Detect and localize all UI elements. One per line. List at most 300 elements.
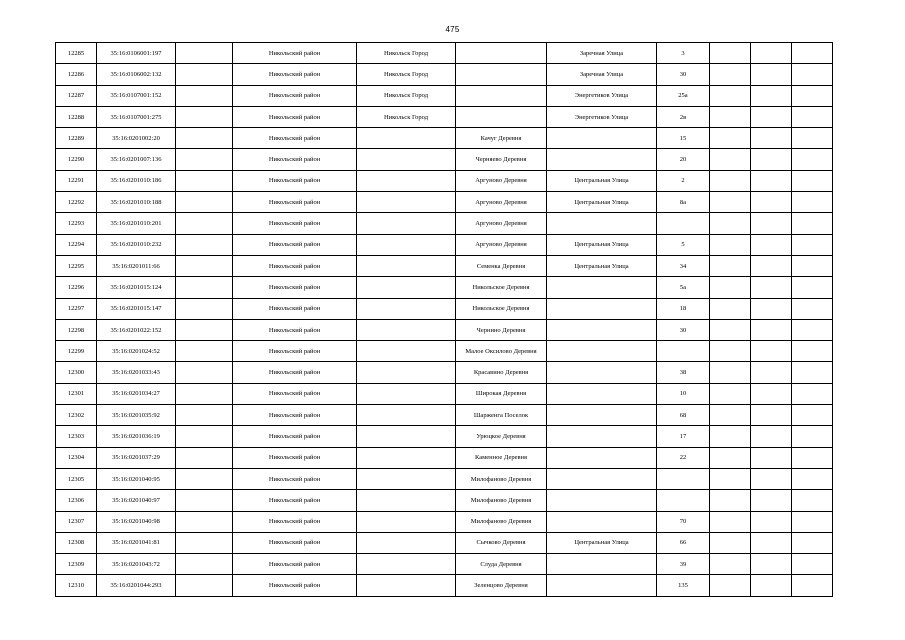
table-row [56,213,833,234]
city-cell: Никольск Город [357,64,456,85]
district-cell: Никольский район [233,64,357,85]
extra-cell [792,43,833,64]
city-cell [357,277,456,298]
extra-cell [751,405,792,426]
row-number-cell: 12309 [56,554,97,575]
table-body [56,43,833,597]
extra-cell [751,511,792,532]
extra-cell [710,43,751,64]
extra-cell [792,490,833,511]
extra-cell [751,149,792,170]
district-cell: Никольский район [233,213,357,234]
house-number-cell: 30 [657,64,710,85]
street-cell [547,426,657,447]
city-cell [357,341,456,362]
cadastral-number-cell: 35:16:0201037:29 [97,447,176,468]
district-cell: Никольский район [233,43,357,64]
extra-cell [792,554,833,575]
extra-cell [792,341,833,362]
district-cell: Никольский район [233,490,357,511]
cadastral-number-cell: 35:16:0107001:275 [97,106,176,127]
table-row [56,298,833,319]
street-cell [547,575,657,596]
city-cell [357,128,456,149]
street-cell [547,405,657,426]
street-cell [547,468,657,489]
settlement-cell: Шарженга Поселок [456,405,547,426]
extra-cell [792,234,833,255]
street-cell: Центральная Улица [547,192,657,213]
row-number-cell: 12308 [56,532,97,553]
cadastral-number-cell: 35:16:0201040:97 [97,490,176,511]
house-number-cell: 8а [657,192,710,213]
cadastral-number-cell: 35:16:0201024:52 [97,341,176,362]
row-number-cell: 12307 [56,511,97,532]
row-number-cell: 12301 [56,383,97,404]
cadastral-number-cell: 35:16:0106002:132 [97,64,176,85]
row-number-cell: 12290 [56,149,97,170]
extra-cell [710,405,751,426]
street-cell [547,341,657,362]
house-number-cell: 3 [657,43,710,64]
row-number-cell: 12295 [56,255,97,276]
cadastral-number-cell: 35:16:0201010:201 [97,213,176,234]
extra-cell [710,426,751,447]
extra-cell [792,511,833,532]
extra-cell [792,170,833,191]
cadastral-number-cell: 35:16:0201040:95 [97,468,176,489]
extra-cell [751,85,792,106]
extra-cell [751,468,792,489]
extra-cell [792,468,833,489]
blank-cell [176,575,233,596]
cadastral-number-cell: 35:16:0201034:27 [97,383,176,404]
settlement-cell [456,64,547,85]
settlement-cell [456,85,547,106]
extra-cell [751,362,792,383]
settlement-cell [456,43,547,64]
house-number-cell: 15 [657,128,710,149]
house-number-cell: 5 [657,234,710,255]
extra-cell [751,319,792,340]
registry-table [55,42,833,597]
settlement-cell: Никольское Деревня [456,298,547,319]
extra-cell [710,128,751,149]
extra-cell [710,447,751,468]
row-number-cell: 12297 [56,298,97,319]
cadastral-number-cell: 35:16:0106001:197 [97,43,176,64]
house-number-cell: 10 [657,383,710,404]
row-number-cell: 12305 [56,468,97,489]
cadastral-number-cell: 35:16:0201035:92 [97,405,176,426]
table-row [56,85,833,106]
extra-cell [792,426,833,447]
blank-cell [176,234,233,255]
extra-cell [710,170,751,191]
extra-cell [792,64,833,85]
street-cell: Энергетиков Улица [547,106,657,127]
table-row [56,106,833,127]
table-row [56,405,833,426]
settlement-cell: Никольское Деревня [456,277,547,298]
city-cell [357,149,456,170]
extra-cell [751,277,792,298]
city-cell [357,447,456,468]
house-number-cell: 68 [657,405,710,426]
row-number-cell: 12300 [56,362,97,383]
extra-cell [792,277,833,298]
cadastral-number-cell: 35:16:0201036:19 [97,426,176,447]
district-cell: Никольский район [233,170,357,191]
district-cell: Никольский район [233,426,357,447]
extra-cell [710,234,751,255]
street-cell [547,319,657,340]
row-number-cell: 12294 [56,234,97,255]
city-cell [357,362,456,383]
settlement-cell: Красавино Деревня [456,362,547,383]
table-row [56,575,833,596]
extra-cell [792,383,833,404]
house-number-cell: 22 [657,447,710,468]
extra-cell [792,213,833,234]
row-number-cell: 12310 [56,575,97,596]
extra-cell [792,532,833,553]
table-row [56,362,833,383]
row-number-cell: 12304 [56,447,97,468]
settlement-cell: Слуда Деревня [456,554,547,575]
blank-cell [176,468,233,489]
blank-cell [176,277,233,298]
city-cell [357,468,456,489]
table-row [56,149,833,170]
street-cell [547,362,657,383]
extra-cell [710,490,751,511]
blank-cell [176,255,233,276]
cadastral-number-cell: 35:16:0201010:186 [97,170,176,191]
city-cell [357,426,456,447]
district-cell: Никольский район [233,149,357,170]
extra-cell [710,255,751,276]
street-cell [547,277,657,298]
cadastral-number-cell: 35:16:0201015:147 [97,298,176,319]
city-cell: Никольск Город [357,106,456,127]
district-cell: Никольский район [233,554,357,575]
city-cell [357,170,456,191]
cadastral-number-cell: 35:16:0201011:66 [97,255,176,276]
row-number-cell: 12285 [56,43,97,64]
house-number-cell: 20 [657,149,710,170]
table-row [56,468,833,489]
city-cell [357,383,456,404]
cadastral-number-cell: 35:16:0201044:293 [97,575,176,596]
extra-cell [751,43,792,64]
row-number-cell: 12302 [56,405,97,426]
district-cell: Никольский район [233,447,357,468]
extra-cell [751,426,792,447]
street-cell: Центральная Улица [547,234,657,255]
settlement-cell: Аргуново Деревня [456,192,547,213]
table-row [56,341,833,362]
extra-cell [710,85,751,106]
settlement-cell: Каменное Деревня [456,447,547,468]
district-cell: Никольский район [233,85,357,106]
district-cell: Никольский район [233,511,357,532]
street-cell [547,447,657,468]
district-cell: Никольский район [233,405,357,426]
city-cell [357,405,456,426]
cadastral-number-cell: 35:16:0201022:152 [97,319,176,340]
extra-cell [792,362,833,383]
blank-cell [176,213,233,234]
table-row [56,490,833,511]
table-row [56,255,833,276]
street-cell: Заречная Улица [547,64,657,85]
table-row [56,511,833,532]
table-row [56,383,833,404]
district-cell: Никольский район [233,255,357,276]
street-cell: Заречная Улица [547,43,657,64]
house-number-cell: 25а [657,85,710,106]
street-cell [547,149,657,170]
cadastral-number-cell: 35:16:0201041:81 [97,532,176,553]
street-cell [547,511,657,532]
house-number-cell: 39 [657,554,710,575]
blank-cell [176,511,233,532]
extra-cell [751,128,792,149]
row-number-cell: 12289 [56,128,97,149]
extra-cell [710,362,751,383]
extra-cell [710,106,751,127]
cadastral-number-cell: 35:16:0201040:98 [97,511,176,532]
extra-cell [751,383,792,404]
street-cell [547,554,657,575]
extra-cell [792,149,833,170]
house-number-cell: 18 [657,298,710,319]
district-cell: Никольский район [233,319,357,340]
settlement-cell: Милофаново Деревня [456,468,547,489]
cadastral-number-cell: 35:16:0201015:124 [97,277,176,298]
street-cell [547,383,657,404]
house-number-cell [657,468,710,489]
extra-cell [710,511,751,532]
city-cell [357,255,456,276]
extra-cell [710,277,751,298]
house-number-cell: 2 [657,170,710,191]
extra-cell [751,341,792,362]
district-cell: Никольский район [233,341,357,362]
extra-cell [710,319,751,340]
blank-cell [176,170,233,191]
city-cell: Никольск Город [357,43,456,64]
district-cell: Никольский район [233,128,357,149]
blank-cell [176,85,233,106]
row-number-cell: 12286 [56,64,97,85]
settlement-cell: Аргуново Деревня [456,170,547,191]
extra-cell [792,405,833,426]
cadastral-number-cell: 35:16:0107001:152 [97,85,176,106]
blank-cell [176,405,233,426]
house-number-cell [657,341,710,362]
blank-cell [176,128,233,149]
district-cell: Никольский район [233,468,357,489]
blank-cell [176,447,233,468]
settlement-cell: Семенка Деревня [456,255,547,276]
table-row [56,554,833,575]
settlement-cell: Малое Оксилово Деревня [456,341,547,362]
city-cell [357,575,456,596]
blank-cell [176,149,233,170]
cadastral-number-cell: 35:16:0201010:232 [97,234,176,255]
district-cell: Никольский район [233,532,357,553]
extra-cell [792,192,833,213]
table-row [56,447,833,468]
house-number-cell: 30 [657,319,710,340]
row-number-cell: 12292 [56,192,97,213]
settlement-cell: Сычково Деревня [456,532,547,553]
extra-cell [751,213,792,234]
street-cell: Энергетиков Улица [547,85,657,106]
extra-cell [792,298,833,319]
extra-cell [792,85,833,106]
row-number-cell: 12287 [56,85,97,106]
row-number-cell: 12298 [56,319,97,340]
row-number-cell: 12299 [56,341,97,362]
table-row [56,170,833,191]
house-number-cell: 5а [657,277,710,298]
district-cell: Никольский район [233,277,357,298]
row-number-cell: 12296 [56,277,97,298]
extra-cell [751,64,792,85]
blank-cell [176,192,233,213]
extra-cell [710,149,751,170]
row-number-cell: 12291 [56,170,97,191]
row-number-cell: 12288 [56,106,97,127]
street-cell [547,298,657,319]
settlement-cell [456,106,547,127]
settlement-cell: Милофаново Деревня [456,511,547,532]
house-number-cell: 38 [657,362,710,383]
district-cell: Никольский район [233,298,357,319]
settlement-cell: Урюцкое Деревня [456,426,547,447]
extra-cell [792,447,833,468]
extra-cell [710,341,751,362]
settlement-cell: Качуг Деревня [456,128,547,149]
cadastral-number-cell: 35:16:0201002:20 [97,128,176,149]
district-cell: Никольский район [233,106,357,127]
table-row [56,319,833,340]
blank-cell [176,383,233,404]
street-cell: Центральная Улица [547,255,657,276]
city-cell [357,490,456,511]
house-number-cell [657,213,710,234]
house-number-cell: 17 [657,426,710,447]
street-cell: Центральная Улица [547,532,657,553]
cadastral-number-cell: 35:16:0201010:188 [97,192,176,213]
blank-cell [176,298,233,319]
blank-cell [176,554,233,575]
table-row [56,43,833,64]
blank-cell [176,43,233,64]
extra-cell [751,447,792,468]
extra-cell [710,554,751,575]
cadastral-number-cell: 35:16:0201007:136 [97,149,176,170]
row-number-cell: 12293 [56,213,97,234]
city-cell [357,192,456,213]
table-row [56,532,833,553]
district-cell: Никольский район [233,575,357,596]
house-number-cell: 34 [657,255,710,276]
street-cell [547,490,657,511]
city-cell [357,234,456,255]
house-number-cell: 135 [657,575,710,596]
street-cell: Центральная Улица [547,170,657,191]
table-row [56,426,833,447]
extra-cell [792,255,833,276]
blank-cell [176,362,233,383]
street-cell [547,213,657,234]
settlement-cell: Аргуново Деревня [456,234,547,255]
page-number: 475 [445,25,460,34]
blank-cell [176,490,233,511]
house-number-cell [657,490,710,511]
settlement-cell: Широкая Деревня [456,383,547,404]
extra-cell [710,532,751,553]
city-cell [357,298,456,319]
city-cell [357,532,456,553]
table-row [56,128,833,149]
settlement-cell: Милофаново Деревня [456,490,547,511]
table-row [56,192,833,213]
city-cell [357,213,456,234]
blank-cell [176,319,233,340]
settlement-cell: Зеленцово Деревня [456,575,547,596]
extra-cell [710,468,751,489]
blank-cell [176,64,233,85]
blank-cell [176,106,233,127]
city-cell: Никольск Город [357,85,456,106]
extra-cell [751,575,792,596]
blank-cell [176,341,233,362]
row-number-cell: 12306 [56,490,97,511]
settlement-cell: Черняево Деревня [456,149,547,170]
street-cell [547,128,657,149]
blank-cell [176,532,233,553]
extra-cell [710,575,751,596]
cadastral-number-cell: 35:16:0201043:72 [97,554,176,575]
extra-cell [710,383,751,404]
extra-cell [710,298,751,319]
district-cell: Никольский район [233,234,357,255]
district-cell: Никольский район [233,362,357,383]
settlement-cell: Аргуново Деревня [456,213,547,234]
cadastral-number-cell: 35:16:0201033:43 [97,362,176,383]
house-number-cell: 2в [657,106,710,127]
city-cell [357,554,456,575]
table-row [56,234,833,255]
table-row [56,64,833,85]
extra-cell [751,170,792,191]
extra-cell [710,213,751,234]
settlement-cell: Чернино Деревня [456,319,547,340]
extra-cell [751,298,792,319]
district-cell: Никольский район [233,192,357,213]
extra-cell [792,106,833,127]
extra-cell [751,255,792,276]
extra-cell [792,575,833,596]
extra-cell [751,532,792,553]
city-cell [357,319,456,340]
city-cell [357,511,456,532]
